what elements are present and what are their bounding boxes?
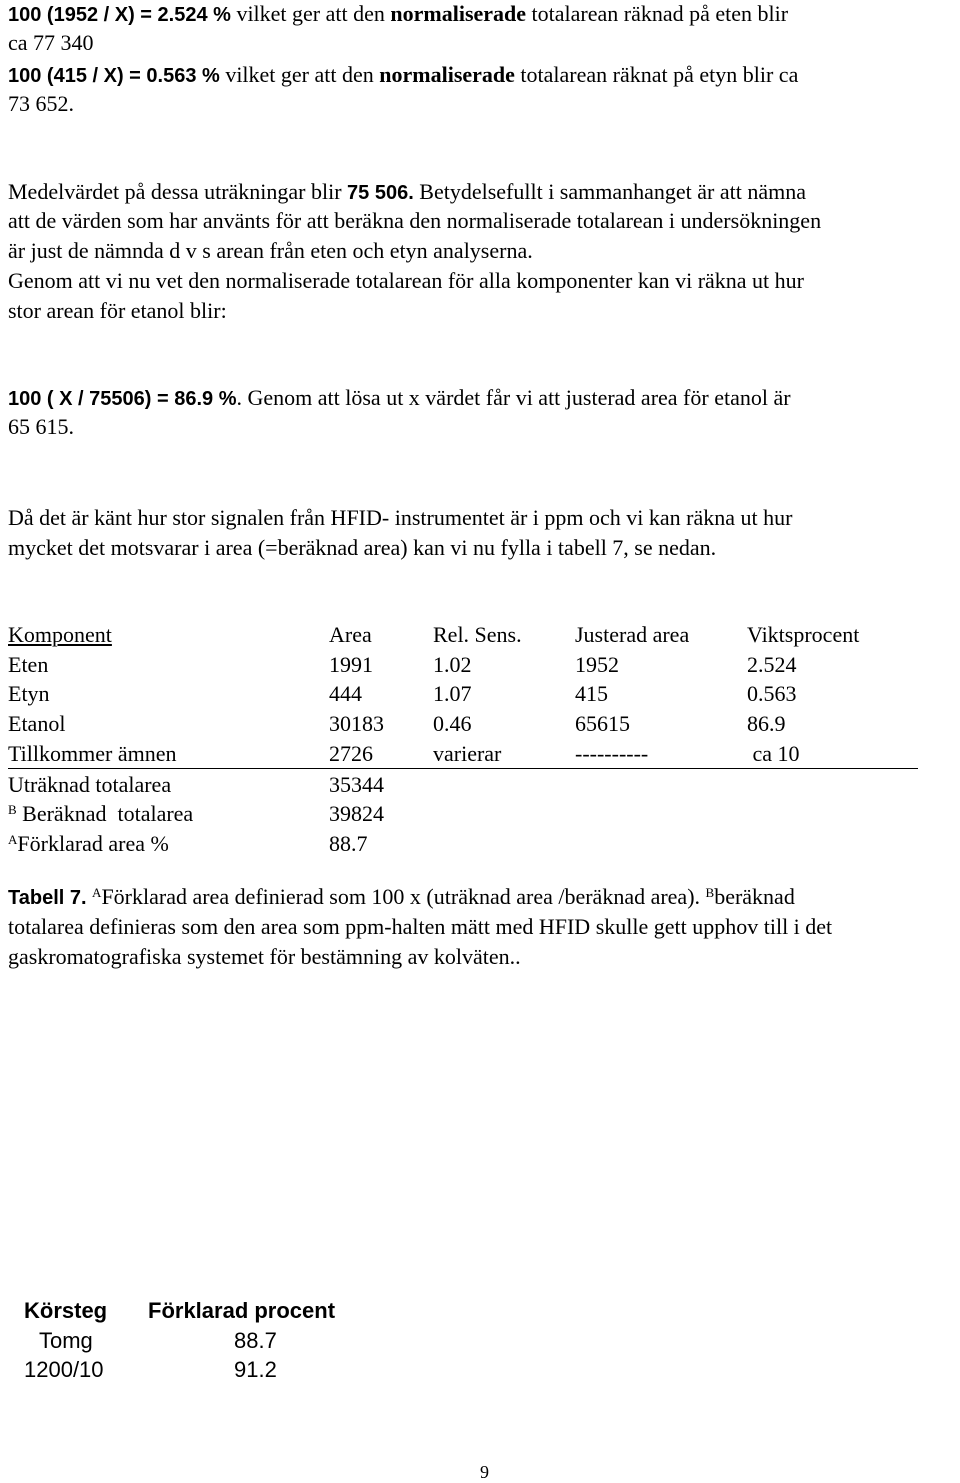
- table-cell: ca 10: [747, 741, 800, 766]
- table-header: Komponent: [8, 622, 112, 647]
- footnote-marker: B: [705, 885, 715, 900]
- table-cell: Etanol: [8, 711, 66, 736]
- paragraph-line: är just de nämnda d v s arean från eten och etyn analyserna.: [8, 238, 533, 263]
- table-cell: 1.07: [433, 681, 472, 706]
- paragraph-line: mycket det motsvarar i area (=beräknad area) kan vi nu fylla i tabell 7, se nedan.: [8, 535, 717, 560]
- table-cell: 1200/10: [24, 1357, 104, 1382]
- text: vilket ger att den: [219, 62, 380, 87]
- text: vilket ger att den: [230, 1, 391, 26]
- summary-value: 39824: [329, 801, 384, 826]
- text: beräknad: [714, 884, 795, 909]
- paragraph-line: [8, 179, 806, 206]
- table-cell: Eten: [8, 652, 49, 677]
- text: Medelvärdet på dessa uträkningar blir: [8, 179, 348, 204]
- paragraph-line: gaskromatografiska systemet för bestämning av kolväten..: [8, 944, 521, 969]
- table-cell: 88.7: [234, 1328, 277, 1353]
- bold-word: normaliserade: [390, 1, 527, 26]
- paragraph-line: [8, 62, 798, 89]
- table-cell: 1952: [575, 652, 619, 677]
- table-cell: 1991: [329, 652, 373, 677]
- formula-etyn: 100 (415 / X) = 0.563 %: [8, 65, 220, 87]
- paragraph-line: [8, 385, 791, 412]
- paragraph-line: totalarea definieras som den area som ppm-halten mätt med HFID skulle gett upphov till i det: [8, 914, 833, 939]
- table-cell: varierar: [433, 741, 502, 766]
- text: Förklarad area definierad som 100 x (uträknad area /beräknad area).: [101, 884, 701, 909]
- table-cell: 65615: [575, 711, 630, 736]
- text: . Genom att lösa ut x värdet får vi att justerad area för etanol är: [236, 385, 791, 410]
- table-header: Area: [329, 622, 372, 647]
- paragraph-line: att de värden som har använts för att beräkna den normaliserade totalarean i undersökningen: [8, 208, 822, 233]
- summary-label: [8, 801, 193, 827]
- paragraph-line: Genom att vi nu vet den normaliserade totalarean för alla komponenter kan vi räkna ut hur: [8, 268, 804, 293]
- text: totalarean räknat på etyn blir ca: [514, 62, 799, 87]
- table-cell: Tillkommer ämnen: [8, 741, 177, 766]
- table-cell: 2726: [329, 741, 373, 766]
- table-cell: 444: [329, 681, 362, 706]
- paragraph-line: Då det är känt hur stor signalen från HFID- instrumentet är i ppm och vi kan räkna ut hur: [8, 505, 793, 530]
- table-cell: 91.2: [234, 1357, 277, 1382]
- summary-label-text: Uträknad totalarea: [8, 772, 172, 797]
- table-cell: Tomg: [39, 1328, 93, 1353]
- paragraph-line: 65 615.: [8, 414, 74, 439]
- summary-value: 88.7: [329, 831, 368, 856]
- summary-label-text: Beräknad totalarea: [22, 801, 194, 826]
- mean-value: 75 506.: [347, 182, 414, 204]
- table-header: Viktsprocent: [747, 622, 860, 647]
- table-cell: 0.46: [433, 711, 472, 736]
- text: totalarean räknad på eten blir: [526, 1, 789, 26]
- table-cell: 30183: [329, 711, 384, 736]
- table-cell: ----------: [575, 741, 649, 766]
- table-header: Körsteg: [24, 1298, 108, 1323]
- table-header: Förklarad procent: [148, 1298, 336, 1323]
- page-number: 9: [480, 1462, 489, 1482]
- caption-label: Tabell 7.: [8, 887, 87, 909]
- table-cell: 2.524: [747, 652, 797, 677]
- paragraph-line: stor arean för etanol blir:: [8, 298, 227, 323]
- table-cell: 0.563: [747, 681, 797, 706]
- table-cell: 86.9: [747, 711, 786, 736]
- table-cell: 415: [575, 681, 608, 706]
- table-divider: [8, 768, 918, 769]
- summary-label-text: Förklarad area %: [17, 831, 169, 856]
- summary-label: [8, 831, 169, 857]
- formula-eten: 100 (1952 / X) = 2.524 %: [8, 4, 231, 26]
- paragraph-line: ca 77 340: [8, 30, 94, 55]
- formula-etanol: 100 ( X / 75506) = 86.9 %: [8, 388, 237, 410]
- footnote-marker: B: [8, 802, 17, 817]
- paragraph-line: 73 652.: [8, 91, 74, 116]
- table-header: Rel. Sens.: [433, 622, 522, 647]
- table-header: Justerad area: [575, 622, 690, 647]
- bold-word: normaliserade: [379, 62, 515, 87]
- footnote-marker: A: [8, 832, 18, 847]
- summary-label: [8, 772, 171, 798]
- paragraph-line: [8, 1, 788, 28]
- summary-value: 35344: [329, 772, 384, 797]
- table-cell: Etyn: [8, 681, 50, 706]
- table-caption: [8, 884, 795, 911]
- table-cell: 1.02: [433, 652, 472, 677]
- text: Betydelsefullt i sammanhanget är att nämna: [413, 179, 806, 204]
- footnote-marker: A: [92, 885, 102, 900]
